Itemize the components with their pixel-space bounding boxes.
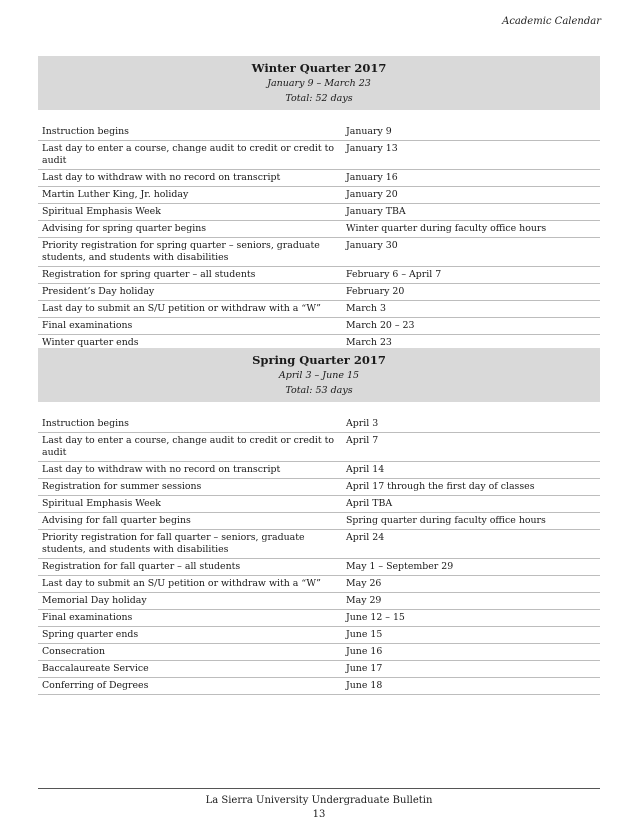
date-cell: May 26 (342, 576, 600, 593)
event-cell: Instruction begins (38, 124, 342, 141)
page-number: 13 (312, 809, 326, 820)
event-cell: President’s Day holiday (38, 284, 342, 301)
event-cell: Memorial Day holiday (38, 593, 342, 610)
spring-quarter-banner (38, 348, 600, 402)
date-cell: June 18 (342, 678, 600, 695)
date-cell: June 12 – 15 (342, 610, 600, 627)
running-head: Academic Calendar (502, 16, 601, 27)
date-cell: June 17 (342, 661, 600, 678)
event-cell: Final examinations (38, 318, 342, 335)
table-row (38, 661, 600, 678)
table-row (38, 416, 600, 433)
table-row (38, 530, 600, 559)
table-row (38, 124, 600, 141)
date-cell: January TBA (342, 204, 600, 221)
page-footer (38, 788, 600, 822)
table-row (38, 433, 600, 462)
event-cell: Registration for spring quarter – all students (38, 267, 342, 284)
event-cell: Instruction begins (38, 416, 342, 433)
table-row (38, 576, 600, 593)
event-cell: Priority registration for spring quarter – seniors, graduate students, and students with disabilities (38, 238, 342, 267)
date-cell: February 20 (342, 284, 600, 301)
table-row (38, 593, 600, 610)
table-row (38, 496, 600, 513)
date-cell: January 9 (342, 124, 600, 141)
date-cell: Winter quarter during faculty office hours (342, 221, 600, 238)
event-cell: Last day to enter a course, change audit to credit or credit to audit (38, 141, 342, 170)
table-row (38, 559, 600, 576)
event-cell: Martin Luther King, Jr. holiday (38, 187, 342, 204)
table-row (38, 644, 600, 661)
event-cell: Last day to withdraw with no record on transcript (38, 462, 342, 479)
event-cell: Conferring of Degrees (38, 678, 342, 695)
winter-quarter-title: Winter Quarter 2017 (251, 61, 387, 75)
event-cell: Last day to submit an S/U petition or withdraw with a “W” (38, 576, 342, 593)
table-row (38, 221, 600, 238)
event-cell: Spiritual Emphasis Week (38, 496, 342, 513)
table-row (38, 627, 600, 644)
spring-calendar-table (38, 416, 600, 695)
table-row (38, 187, 600, 204)
event-cell: Baccalaureate Service (38, 661, 342, 678)
table-row (38, 610, 600, 627)
event-cell: Final examinations (38, 610, 342, 627)
event-cell: Registration for summer sessions (38, 479, 342, 496)
winter-quarter-section (38, 56, 600, 352)
date-cell: March 3 (342, 301, 600, 318)
spring-quarter-total: Total: 53 days (285, 385, 353, 396)
event-cell: Spiritual Emphasis Week (38, 204, 342, 221)
event-cell: Registration for fall quarter – all students (38, 559, 342, 576)
table-row (38, 141, 600, 170)
winter-quarter-dates: January 9 – March 23 (267, 78, 371, 89)
table-row (38, 238, 600, 267)
table-row (38, 301, 600, 318)
event-cell: Priority registration for fall quarter – seniors, graduate students, and students with disabilities (38, 530, 342, 559)
event-cell: Last day to submit an S/U petition or withdraw with a “W” (38, 301, 342, 318)
table-row (38, 462, 600, 479)
table-row (38, 170, 600, 187)
date-cell: May 29 (342, 593, 600, 610)
date-cell: January 13 (342, 141, 600, 170)
date-cell: April TBA (342, 496, 600, 513)
date-cell: March 23 (342, 335, 600, 352)
date-cell: April 3 (342, 416, 600, 433)
table-row (38, 318, 600, 335)
table-row (38, 267, 600, 284)
winter-calendar-table (38, 124, 600, 352)
table-row (38, 204, 600, 221)
event-cell: Last day to enter a course, change audit to credit or credit to audit (38, 433, 342, 462)
event-cell: Spring quarter ends (38, 627, 342, 644)
event-cell: Advising for fall quarter begins (38, 513, 342, 530)
event-cell: Winter quarter ends (38, 335, 342, 352)
date-cell: April 24 (342, 530, 600, 559)
date-cell: February 6 – April 7 (342, 267, 600, 284)
table-row (38, 479, 600, 496)
event-cell: Advising for spring quarter begins (38, 221, 342, 238)
event-cell: Last day to withdraw with no record on transcript (38, 170, 342, 187)
date-cell: April 14 (342, 462, 600, 479)
date-cell: January 16 (342, 170, 600, 187)
winter-quarter-total: Total: 52 days (285, 93, 353, 104)
spring-quarter-title: Spring Quarter 2017 (252, 353, 386, 367)
date-cell: May 1 – September 29 (342, 559, 600, 576)
spring-quarter-dates: April 3 – June 15 (278, 370, 360, 381)
winter-quarter-banner (38, 56, 600, 110)
date-cell: April 7 (342, 433, 600, 462)
date-cell: April 17 through the first day of classes (342, 479, 600, 496)
table-row (38, 284, 600, 301)
date-cell: March 20 – 23 (342, 318, 600, 335)
date-cell: June 16 (342, 644, 600, 661)
spring-quarter-section (38, 348, 600, 695)
event-cell: Consecration (38, 644, 342, 661)
date-cell: June 15 (342, 627, 600, 644)
publication-title: La Sierra University Undergraduate Bulletin (205, 795, 433, 806)
table-row (38, 678, 600, 695)
date-cell: Spring quarter during faculty office hours (342, 513, 600, 530)
table-row (38, 513, 600, 530)
date-cell: January 20 (342, 187, 600, 204)
date-cell: January 30 (342, 238, 600, 267)
